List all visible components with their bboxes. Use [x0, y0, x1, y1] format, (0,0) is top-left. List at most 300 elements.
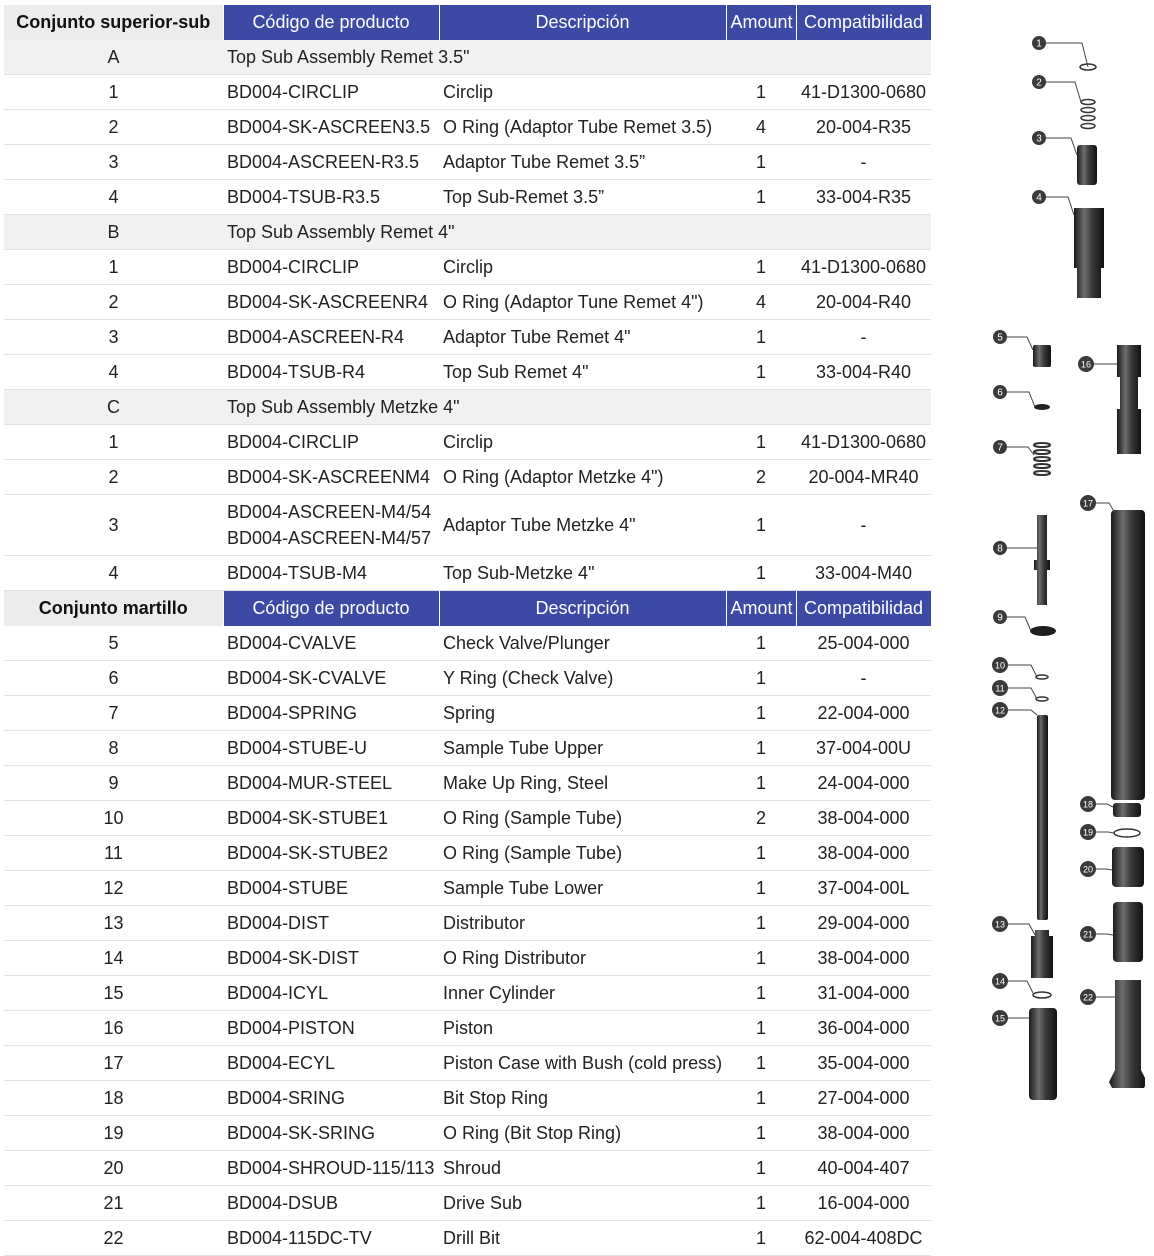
item-amount: 1 — [726, 1081, 796, 1116]
item-description: O Ring (Adaptor Tube Remet 3.5) — [439, 110, 726, 145]
item-compatibility: 33-004-R40 — [796, 355, 931, 390]
item-code: BD004-ECYL — [227, 1052, 336, 1073]
callout-label: 21 — [1082, 929, 1094, 940]
callout-label: 7 — [997, 442, 1003, 454]
callout-label: 1 — [1036, 38, 1042, 50]
item-compatibility: 41-D1300-0680 — [796, 250, 931, 285]
table-row — [4, 906, 931, 941]
callout-21 — [1080, 926, 1113, 942]
callout-18 — [1080, 796, 1113, 812]
item-compatibility: - — [796, 320, 931, 355]
part-top-sub — [1074, 208, 1104, 298]
part-piston-case — [1111, 510, 1145, 800]
header-description: Descripción — [439, 591, 726, 627]
item-amount: 4 — [726, 110, 796, 145]
item-description: Piston Case with Bush (cold press) — [439, 1046, 726, 1081]
item-compatibility: 62-004-408DC — [796, 1221, 931, 1256]
part-piston — [1117, 345, 1141, 454]
item-description: Inner Cylinder — [439, 976, 726, 1011]
header-compatibility: Compatibilidad — [796, 5, 931, 40]
table-row — [4, 696, 931, 731]
part-adaptor-tube — [1077, 145, 1097, 185]
group-letter: B — [4, 215, 223, 250]
item-amount: 1 — [726, 661, 796, 696]
item-number: 3 — [4, 495, 223, 556]
callout-4 — [1032, 190, 1074, 215]
callout-label: 2 — [1036, 77, 1042, 89]
table-row — [4, 976, 931, 1011]
item-description: Adaptor Tube Remet 4" — [439, 320, 726, 355]
group-letter: C — [4, 390, 223, 425]
item-amount: 2 — [726, 460, 796, 495]
item-amount: 1 — [726, 180, 796, 215]
item-code-cell — [223, 320, 439, 355]
item-code: BD004-ASCREEN-M4/54 — [227, 502, 432, 522]
item-compatibility: 27-004-000 — [796, 1081, 931, 1116]
item-description: Drive Sub — [439, 1186, 726, 1221]
item-code: BD004-DSUB — [227, 1192, 339, 1213]
callout-leader — [1039, 43, 1088, 67]
section-title: Conjunto martillo — [4, 591, 223, 627]
item-compatibility: 36-004-000 — [796, 1011, 931, 1046]
item-amount: 1 — [726, 906, 796, 941]
table-row — [4, 1186, 931, 1221]
item-compatibility: 25-004-000 — [796, 626, 931, 661]
part-bit-stop-ring — [1113, 803, 1141, 817]
item-description: Sample Tube Lower — [439, 871, 726, 906]
item-amount: 1 — [726, 871, 796, 906]
item-number: 15 — [4, 976, 223, 1011]
item-code-cell — [223, 250, 439, 285]
item-compatibility: 20-004-R40 — [796, 285, 931, 320]
header-compatibility: Compatibilidad — [796, 591, 931, 627]
item-code-cell — [223, 696, 439, 731]
item-number: 7 — [4, 696, 223, 731]
callout-label: 8 — [997, 543, 1003, 555]
item-amount: 1 — [726, 941, 796, 976]
item-amount: 1 — [726, 1221, 796, 1256]
item-amount: 1 — [726, 145, 796, 180]
item-number: 4 — [4, 355, 223, 390]
table-row — [4, 626, 931, 661]
item-compatibility: 16-004-000 — [796, 1186, 931, 1221]
table-row — [4, 801, 931, 836]
callout-15 — [992, 1010, 1029, 1026]
item-amount: 1 — [726, 766, 796, 801]
item-compatibility: 33-004-M40 — [796, 556, 931, 591]
item-code-cell — [223, 871, 439, 906]
parts-table — [4, 5, 932, 1256]
item-description: O Ring (Sample Tube) — [439, 836, 726, 871]
item-code: BD004-ASCREEN-R3.5 — [227, 151, 420, 172]
item-amount: 4 — [726, 285, 796, 320]
table-row — [4, 1011, 931, 1046]
item-compatibility: 24-004-000 — [796, 766, 931, 801]
table-row — [4, 1221, 931, 1256]
callout-19 — [1080, 824, 1114, 840]
table-row — [4, 110, 931, 145]
item-code-cell — [223, 626, 439, 661]
item-code: BD004-ICYL — [227, 982, 329, 1003]
item-code-cell — [223, 836, 439, 871]
header-amount: Amount — [726, 5, 796, 40]
item-compatibility: 31-004-000 — [796, 976, 931, 1011]
item-code-cell — [223, 145, 439, 180]
table-row — [4, 495, 931, 556]
item-compatibility: 22-004-000 — [796, 696, 931, 731]
item-code: BD004-SK-CVALVE — [227, 667, 387, 688]
item-compatibility: 33-004-R35 — [796, 180, 931, 215]
item-compatibility: 41-D1300-0680 — [796, 75, 931, 110]
item-number: 21 — [4, 1186, 223, 1221]
table-row — [4, 1151, 931, 1186]
item-code: BD004-SK-STUBE2 — [227, 842, 389, 863]
header-amount: Amount — [726, 591, 796, 627]
callout-10 — [992, 657, 1037, 677]
callout-17 — [1080, 495, 1115, 513]
item-compatibility: - — [796, 661, 931, 696]
item-code: BD004-SK-ASCREENR4 — [227, 291, 429, 312]
callout-5 — [993, 330, 1033, 350]
item-amount: 1 — [726, 320, 796, 355]
item-code-cell — [223, 1046, 439, 1081]
item-code-cell — [223, 425, 439, 460]
item-amount: 1 — [726, 250, 796, 285]
table-row — [4, 1046, 931, 1081]
callout-label: 4 — [1036, 192, 1042, 204]
callout-label: 18 — [1082, 799, 1094, 810]
callout-22 — [1080, 989, 1115, 1005]
item-number: 22 — [4, 1221, 223, 1256]
item-number: 17 — [4, 1046, 223, 1081]
table-row — [4, 556, 931, 591]
item-code-cell — [223, 661, 439, 696]
item-description: Circlip — [439, 75, 726, 110]
table-row — [4, 250, 931, 285]
item-code: BD004-CIRCLIP — [227, 431, 360, 452]
item-code: BD004-SK-ASCREENM4 — [227, 466, 431, 487]
item-compatibility: 35-004-000 — [796, 1046, 931, 1081]
item-description: O Ring (Adaptor Tune Remet 4") — [439, 285, 726, 320]
item-amount: 1 — [726, 731, 796, 766]
item-number: 20 — [4, 1151, 223, 1186]
item-compatibility: - — [796, 495, 931, 556]
item-code-cell — [223, 801, 439, 836]
table-row — [4, 355, 931, 390]
callout-label: 11 — [995, 683, 1005, 694]
part-sample-tube-lower — [1037, 715, 1048, 920]
item-code: BD004-TSUB-M4 — [227, 562, 368, 583]
item-description: Make Up Ring, Steel — [439, 766, 726, 801]
part-drive-sub — [1113, 902, 1143, 962]
item-number: 11 — [4, 836, 223, 871]
callout-label: 12 — [994, 705, 1006, 716]
item-number: 9 — [4, 766, 223, 801]
item-description: O Ring (Sample Tube) — [439, 801, 726, 836]
part-o-ring-distributor — [1033, 992, 1051, 998]
part-spring — [1034, 443, 1050, 475]
item-description: Circlip — [439, 250, 726, 285]
item-number: 18 — [4, 1081, 223, 1116]
item-description: Top Sub-Remet 3.5” — [439, 180, 726, 215]
callout-label: 5 — [997, 332, 1003, 344]
callout-2 — [1032, 75, 1081, 102]
callout-11 — [992, 680, 1037, 699]
callout-label: 16 — [1080, 359, 1092, 370]
callout-13 — [992, 916, 1035, 935]
item-code-cell — [223, 75, 439, 110]
table-row — [4, 941, 931, 976]
item-code-cell — [223, 1221, 439, 1256]
item-amount: 1 — [726, 626, 796, 661]
callout-12 — [992, 702, 1037, 718]
group-letter: A — [4, 40, 223, 75]
item-number: 3 — [4, 320, 223, 355]
item-compatibility: 29-004-000 — [796, 906, 931, 941]
callout-label: 9 — [997, 612, 1003, 624]
item-description: Shroud — [439, 1151, 726, 1186]
item-compatibility: 38-004-000 — [796, 801, 931, 836]
item-code-cell — [223, 1011, 439, 1046]
callout-7 — [993, 440, 1034, 455]
item-number: 19 — [4, 1116, 223, 1151]
item-code: BD004-PISTON — [227, 1017, 355, 1038]
item-number: 8 — [4, 731, 223, 766]
callout-3 — [1032, 131, 1077, 155]
item-amount: 1 — [726, 556, 796, 591]
header-code: Código de producto — [223, 5, 439, 40]
part-drill-bit — [1109, 980, 1145, 1088]
table-row — [4, 320, 931, 355]
callout-8 — [993, 541, 1037, 555]
part-inner-cylinder — [1029, 1008, 1057, 1100]
section-header-row — [4, 5, 931, 40]
callout-label: 13 — [994, 919, 1006, 930]
item-description: Adaptor Tube Remet 3.5” — [439, 145, 726, 180]
item-code: BD004-115DC-TV — [227, 1227, 372, 1248]
item-description: Top Sub Remet 4" — [439, 355, 726, 390]
item-number: 2 — [4, 285, 223, 320]
part-o-ring-10 — [1036, 675, 1048, 679]
item-compatibility: 38-004-000 — [796, 1116, 931, 1151]
item-code: BD004-STUBE-U — [227, 737, 368, 758]
item-number: 5 — [4, 626, 223, 661]
item-code: BD004-SPRING — [227, 702, 358, 723]
group-row — [4, 40, 931, 75]
item-compatibility: 41-D1300-0680 — [796, 425, 931, 460]
group-name: Top Sub Assembly Remet 4" — [223, 215, 931, 250]
item-code: BD004-STUBE — [227, 877, 349, 898]
item-amount: 1 — [726, 1151, 796, 1186]
group-name: Top Sub Assembly Remet 3.5" — [223, 40, 931, 75]
item-amount: 1 — [726, 1011, 796, 1046]
group-name: Top Sub Assembly Metzke 4" — [223, 390, 931, 425]
item-compatibility: - — [796, 145, 931, 180]
item-description: Distributor — [439, 906, 726, 941]
table-row — [4, 1116, 931, 1151]
header-code: Código de producto — [223, 591, 439, 627]
item-code-cell — [223, 556, 439, 591]
item-amount: 1 — [726, 1186, 796, 1221]
callout-label: 10 — [994, 660, 1006, 671]
group-row — [4, 390, 931, 425]
item-code: BD004-SK-SRING — [227, 1122, 376, 1143]
part-o-ring-bit-stop — [1114, 829, 1140, 837]
table-row — [4, 661, 931, 696]
item-code-alt: BD004-ASCREEN-M4/57 — [227, 528, 432, 548]
item-description: Spring — [439, 696, 726, 731]
item-code: BD004-SHROUD-115/113 — [227, 1157, 435, 1178]
item-code-cell — [223, 1151, 439, 1186]
item-compatibility: 37-004-00U — [796, 731, 931, 766]
item-number: 1 — [4, 250, 223, 285]
item-amount: 1 — [726, 976, 796, 1011]
item-description: Bit Stop Ring — [439, 1081, 726, 1116]
item-number: 1 — [4, 75, 223, 110]
callout-14 — [992, 973, 1033, 993]
item-code: BD004-TSUB-R4 — [227, 361, 366, 382]
item-code: BD004-SK-DIST — [227, 947, 360, 968]
item-code: BD004-DIST — [227, 912, 330, 933]
item-code: BD004-SK-ASCREEN3.5 — [227, 116, 431, 137]
item-code: BD004-CVALVE — [227, 632, 357, 653]
item-code-cell — [223, 976, 439, 1011]
part-o-rings — [1081, 100, 1095, 129]
group-row — [4, 215, 931, 250]
item-code: BD004-SK-STUBE1 — [227, 807, 389, 828]
item-compatibility: 20-004-MR40 — [796, 460, 931, 495]
item-compatibility: 37-004-00L — [796, 871, 931, 906]
item-code-cell — [223, 1116, 439, 1151]
part-check-valve — [1033, 345, 1051, 367]
callout-16 — [1078, 356, 1117, 372]
item-compatibility: 40-004-407 — [796, 1151, 931, 1186]
item-number: 13 — [4, 906, 223, 941]
item-code: BD004-SRING — [227, 1087, 346, 1108]
table-row — [4, 836, 931, 871]
item-code-cell — [223, 941, 439, 976]
item-number: 12 — [4, 871, 223, 906]
item-description: O Ring (Bit Stop Ring) — [439, 1116, 726, 1151]
part-make-up-ring — [1030, 626, 1056, 636]
callout-label: 22 — [1082, 992, 1094, 1003]
item-description: Y Ring (Check Valve) — [439, 661, 726, 696]
section-title: Conjunto superior-sub — [4, 5, 223, 40]
part-sample-tube-upper — [1034, 515, 1050, 605]
item-code-cell — [223, 906, 439, 941]
section-header-row — [4, 591, 931, 627]
callout-9 — [993, 610, 1031, 631]
item-code-cell — [223, 460, 439, 495]
item-description: Circlip — [439, 425, 726, 460]
item-compatibility: 38-004-000 — [796, 941, 931, 976]
table-row — [4, 731, 931, 766]
item-code: BD004-TSUB-R3.5 — [227, 186, 381, 207]
item-code-cell — [223, 495, 439, 556]
item-description: Top Sub-Metzke 4" — [439, 556, 726, 591]
item-amount: 1 — [726, 1116, 796, 1151]
item-number: 1 — [4, 425, 223, 460]
callout-20 — [1080, 861, 1112, 877]
item-amount: 1 — [726, 696, 796, 731]
table-row — [4, 766, 931, 801]
part-y-ring — [1034, 404, 1050, 410]
item-code-cell — [223, 355, 439, 390]
item-code: BD004-MUR-STEEL — [227, 772, 393, 793]
table-row — [4, 145, 931, 180]
header-description: Descripción — [439, 5, 726, 40]
item-number: 4 — [4, 180, 223, 215]
callout-6 — [993, 385, 1035, 407]
callout-label: 15 — [994, 1013, 1006, 1024]
item-number: 14 — [4, 941, 223, 976]
item-code-cell — [223, 1186, 439, 1221]
item-description: Piston — [439, 1011, 726, 1046]
item-number: 3 — [4, 145, 223, 180]
item-amount: 2 — [726, 801, 796, 836]
item-amount: 1 — [726, 425, 796, 460]
item-code: BD004-ASCREEN-R4 — [227, 326, 405, 347]
item-amount: 1 — [726, 75, 796, 110]
item-number: 6 — [4, 661, 223, 696]
item-description: O Ring (Adaptor Metzke 4") — [439, 460, 726, 495]
part-distributor — [1031, 930, 1053, 978]
callout-label: 3 — [1036, 133, 1042, 145]
item-number: 2 — [4, 110, 223, 145]
item-code-cell — [223, 766, 439, 801]
exploded-parts-diagram — [975, 25, 1145, 1115]
item-description: O Ring Distributor — [439, 941, 726, 976]
item-amount: 1 — [726, 836, 796, 871]
item-code-cell — [223, 1081, 439, 1116]
callout-1 — [1032, 36, 1088, 67]
item-number: 2 — [4, 460, 223, 495]
item-description: Check Valve/Plunger — [439, 626, 726, 661]
callout-label: 17 — [1082, 498, 1094, 509]
part-o-ring-11 — [1036, 697, 1048, 701]
item-number: 16 — [4, 1011, 223, 1046]
item-code-cell — [223, 731, 439, 766]
item-description: Adaptor Tube Metzke 4" — [439, 495, 726, 556]
item-amount: 1 — [726, 495, 796, 556]
item-description: Drill Bit — [439, 1221, 726, 1256]
item-amount: 1 — [726, 355, 796, 390]
callout-label: 6 — [997, 387, 1003, 399]
table-row — [4, 871, 931, 906]
table-row — [4, 1081, 931, 1116]
item-code: BD004-CIRCLIP — [227, 81, 360, 102]
callout-label: 19 — [1082, 827, 1094, 838]
table-row — [4, 425, 931, 460]
part-shroud — [1112, 847, 1144, 887]
item-code-cell — [223, 180, 439, 215]
callout-label: 14 — [994, 976, 1006, 987]
table-row — [4, 285, 931, 320]
item-compatibility: 20-004-R35 — [796, 110, 931, 145]
table-row — [4, 180, 931, 215]
item-amount: 1 — [726, 1046, 796, 1081]
item-code-cell — [223, 285, 439, 320]
table-row — [4, 460, 931, 495]
item-compatibility: 38-004-000 — [796, 836, 931, 871]
callout-label: 20 — [1082, 864, 1094, 875]
item-code: BD004-CIRCLIP — [227, 256, 360, 277]
item-number: 10 — [4, 801, 223, 836]
item-code-cell — [223, 110, 439, 145]
table-row — [4, 75, 931, 110]
item-number: 4 — [4, 556, 223, 591]
item-description: Sample Tube Upper — [439, 731, 726, 766]
